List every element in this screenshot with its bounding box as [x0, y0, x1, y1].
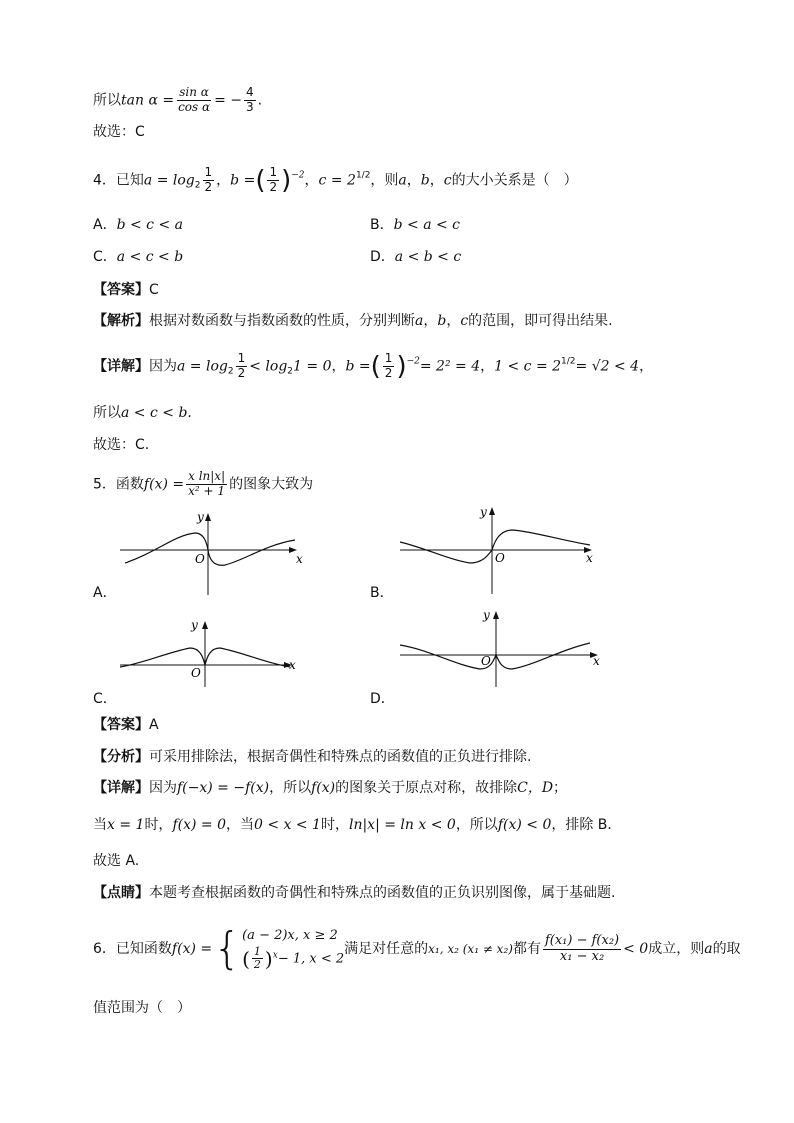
origin-label: O: [495, 551, 505, 565]
y-axis-arrow: [489, 507, 495, 515]
q4-option-a[interactable]: A．b < c < a: [93, 217, 183, 233]
neg-four-thirds: $\frac{4}{3}$: [246, 85, 254, 114]
q5-option-a-label[interactable]: A．: [93, 585, 117, 601]
y-label: y: [480, 505, 487, 519]
origin-label: O: [195, 552, 205, 566]
graph-option-c[interactable]: [115, 615, 310, 690]
q4-answer: 【答案】C: [93, 282, 159, 298]
q4-option-b[interactable]: B．b < a < c: [370, 217, 461, 233]
graph-option-a[interactable]: [115, 505, 315, 600]
question-4-stem: 4．已知$a = \log_2$ $\frac{1}{2}$ ，b =( $\frac{1}{2}$ )$^{-2}$，$c = 2^{1/2}$，则a，b，c的大小关系是（ ）: [93, 165, 578, 196]
q5-option-d-label[interactable]: D．: [370, 691, 395, 707]
tan-expr: tan α =: [121, 92, 175, 109]
x-label: x: [593, 654, 600, 668]
q5-answer: 【答案】A: [93, 717, 159, 733]
y-axis-arrow: [202, 621, 208, 629]
q4-option-d[interactable]: D．a < b < c: [370, 249, 462, 265]
x-label: x: [296, 552, 303, 566]
q5-detail-line2: 当x = 1时，f(x) = 0，当0 < x < 1时，ln|x| = ln x < 0，所以f(x) < 0，排除 B．: [93, 817, 622, 833]
q5-option-b-label[interactable]: B．: [370, 585, 394, 601]
tan-conclusion-line: 所以tan α = $\frac{\text{sin α}}{\text{cos α}}$ = − $\frac{4}{3}$ .: [93, 85, 263, 114]
q4-so: 所以a < c < b.: [93, 405, 192, 421]
piecewise-cases: (a − 2)x, x ≥ 2 ( $\frac{1}{2}$ )$^x$− 1, x < 2: [242, 928, 345, 972]
answer-choice-c-line1: 故选：C: [93, 124, 145, 140]
x-label: x: [586, 551, 593, 565]
y-label: y: [483, 608, 490, 622]
q5-detail-line1: 【详解】因为f(−x) = −f(x)，所以f(x)的图象关于原点对称，故排除C，D；: [93, 780, 568, 796]
q5-analysis: 【分析】可采用排除法，根据奇偶性和特殊点的函数值的正负进行排除.: [93, 749, 532, 765]
question-6-stem: 6．已知函数 f(x) = { (a − 2)x, x ≥ 2 ( $\frac{1}{2}$ )$^x$− 1, x < 2 满足对任意的 x₁, x₂ (x₁ ≠ x₂) 都有 $\frac{\text{f(x₁) − f(x₂)}}{\text{x₁ − x₂}}$ < 0 成立，则 a 的取: [93, 923, 741, 974]
sin-cos-fraction: $\frac{\text{sin α}}{\text{cos α}}$: [178, 85, 211, 114]
origin-label: O: [481, 654, 491, 668]
answer-choice-a: 故选 A.: [93, 853, 140, 869]
q4-detail: 【详解】因为$a = \log_2$ $\frac{1}{2}$ < $\log_21 = 0$，b =( $\frac{1}{2}$ )$^{-2}$= 2² = 4，$1 < c = 2^{1/2}= √2 < 4$，: [93, 351, 654, 382]
graph-option-d[interactable]: [395, 605, 610, 690]
y-axis-arrow: [205, 513, 211, 521]
q4-option-c[interactable]: C．a < c < b: [93, 249, 184, 265]
question-5-stem: 5．函数f(x) = $\frac{\text{x ln|x|}}{\text{x² + 1}}$ 的图象大致为: [93, 469, 314, 498]
q4-analysis: 【解析】根据对数函数与指数函数的性质，分别判断a，b，c的范围，即可得出结果.: [93, 313, 613, 329]
answer-choice-c-line2: 故选：C.: [93, 437, 150, 453]
graph-option-b[interactable]: [395, 500, 600, 595]
curve: [400, 643, 590, 669]
origin-label: O: [191, 666, 201, 680]
text-so: 所以: [93, 92, 121, 109]
question-6-line2: 值范围为（ ）: [93, 1000, 191, 1016]
q5-option-c-label[interactable]: C．: [93, 691, 117, 707]
y-label: y: [191, 618, 198, 632]
curve: [125, 533, 295, 565]
q5-comment: 【点睛】本题考查根据函数的奇偶性和特殊点的函数值的正负识别图像，属于基础题.: [93, 885, 616, 901]
y-axis-arrow: [493, 611, 499, 619]
y-label: y: [197, 510, 204, 524]
x-label: x: [289, 658, 296, 672]
